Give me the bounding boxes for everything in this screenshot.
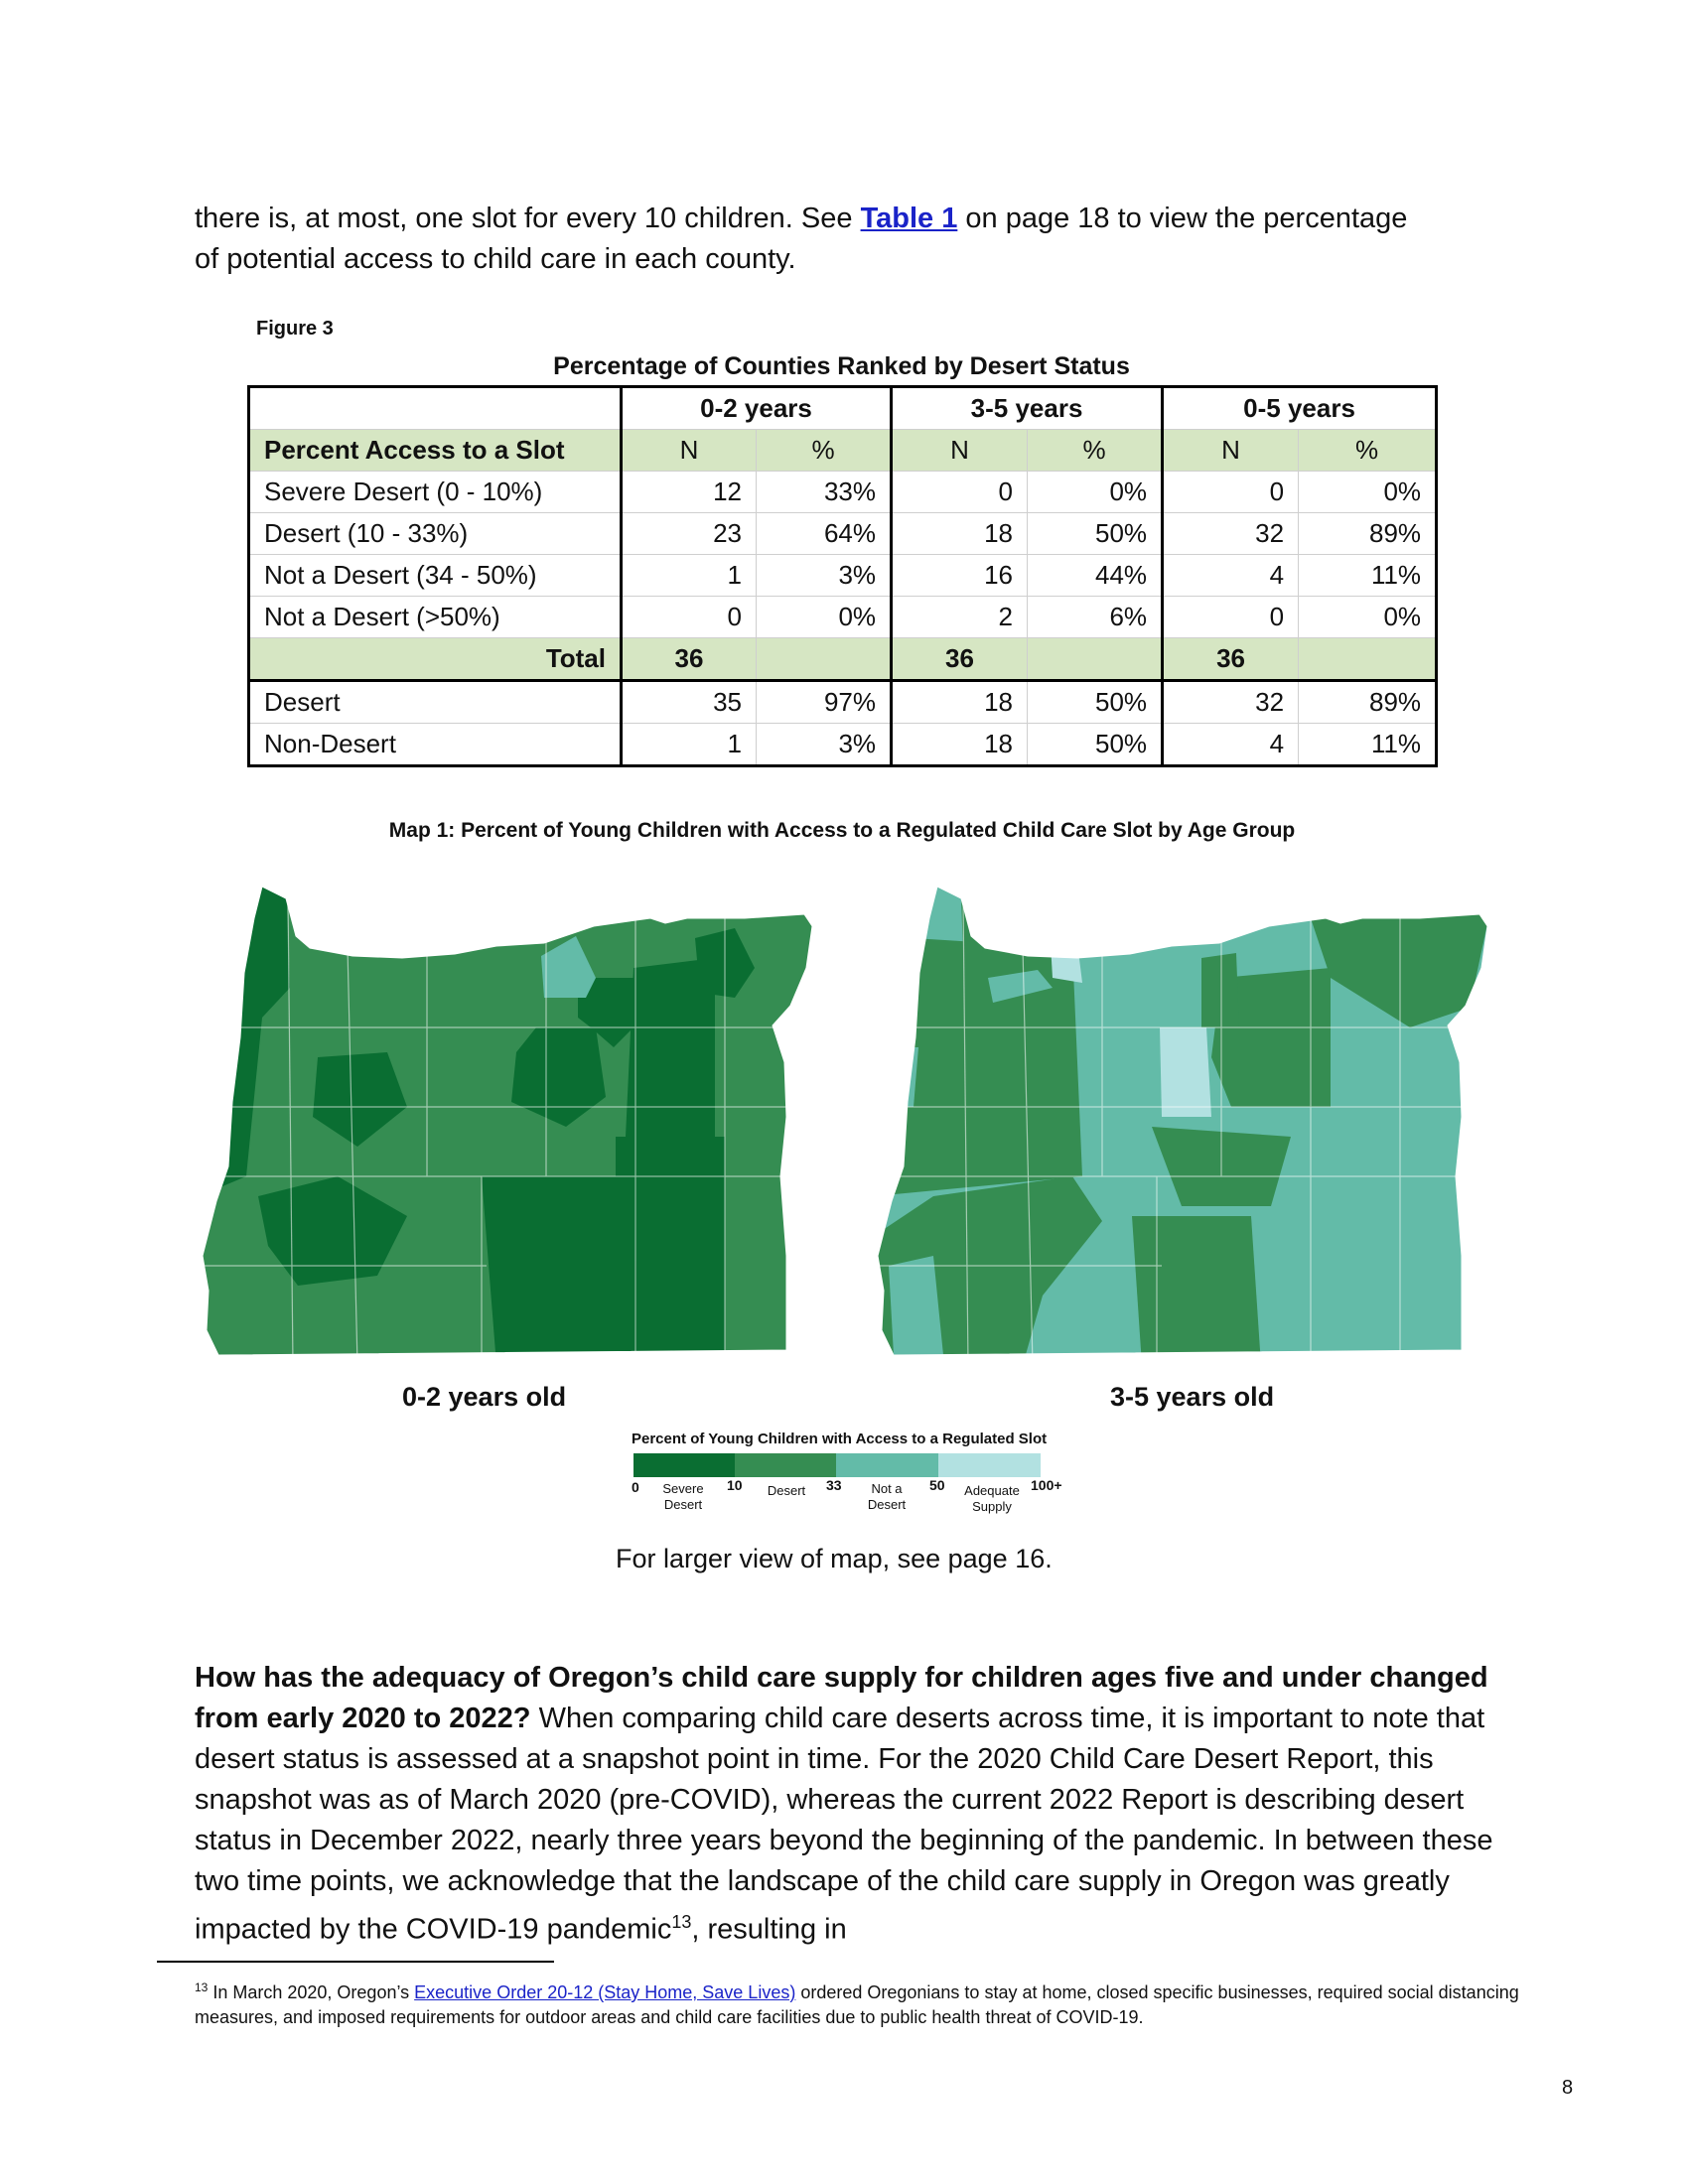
cell: 3%	[757, 555, 892, 597]
cell: 1	[622, 724, 757, 766]
table-row	[249, 472, 1437, 513]
body-tail: , resulting in	[691, 1913, 847, 1946]
legend-label: Adequate Supply	[964, 1483, 1020, 1514]
intro-paragraph	[195, 199, 1515, 280]
figure-label: Figure 3	[256, 318, 334, 340]
body-paragraph	[195, 1658, 1520, 1951]
cell: 3%	[757, 724, 892, 766]
legend-tick: 10	[727, 1477, 743, 1493]
cell	[757, 638, 892, 681]
county-severe	[482, 1176, 616, 1365]
col-n: N	[622, 430, 757, 472]
intro-line-2: of potential access to child care in each county.	[195, 243, 796, 275]
legend-title: Percent of Young Children with Access to a Regulated Slot	[632, 1431, 1048, 1447]
footnote-number: 13	[195, 1980, 209, 1994]
row-label: Non-Desert	[249, 724, 622, 766]
cell: 44%	[1028, 555, 1163, 597]
cell: 0%	[1299, 472, 1437, 513]
cell: 11%	[1299, 555, 1437, 597]
cell: 0	[1163, 472, 1299, 513]
cell: 0%	[1028, 472, 1163, 513]
cell: 18	[892, 681, 1028, 724]
cell	[1028, 638, 1163, 681]
cell: 11%	[1299, 724, 1437, 766]
col-pct: %	[1299, 430, 1437, 472]
age-group-header: 0-2 years	[622, 387, 892, 430]
row-label: Not a Desert (34 - 50%)	[249, 555, 622, 597]
summary-row	[249, 681, 1437, 724]
footnote-separator	[157, 1961, 554, 1963]
county-desert	[1201, 953, 1239, 1027]
col-n: N	[1163, 430, 1299, 472]
body-question: How has the adequacy of Oregon’s child care supply for children ages five and under changed from early 2020 to 2022?	[195, 1662, 1488, 1734]
desert-status-table	[247, 385, 1438, 767]
table-row	[249, 555, 1437, 597]
map-note: For larger view of map, see page 16.	[616, 1544, 1053, 1573]
county-desert	[1132, 1216, 1261, 1365]
executive-order-link[interactable]: Executive Order 20-12 (Stay Home, Save Lives)	[414, 1982, 796, 2002]
col-pct: %	[757, 430, 892, 472]
col-pct: %	[1028, 430, 1163, 472]
age-group-header: 0-5 years	[1163, 387, 1437, 430]
county-adequate	[1160, 1027, 1211, 1117]
intro-line-1: there is, at most, one slot for every 10 children. See Table 1 on page 18 to view the percentage	[195, 203, 1408, 234]
age-group-header-row	[249, 387, 1437, 430]
legend-tick: 33	[826, 1477, 842, 1493]
map-caption-0-2: 0-2 years old	[402, 1382, 567, 1412]
cell	[1299, 638, 1437, 681]
footnote-text: In March 2020, Oregon’s	[208, 1982, 415, 2002]
footnote	[195, 1976, 1525, 2030]
cell: 89%	[1299, 513, 1437, 555]
table-title: Percentage of Counties Ranked by Desert Status	[553, 352, 1130, 380]
county-adequate	[1051, 943, 1082, 983]
cell: 50%	[1028, 724, 1163, 766]
cell: 36	[1163, 638, 1299, 681]
cell: 32	[1163, 513, 1299, 555]
table-row	[249, 513, 1437, 555]
cell: 4	[1163, 724, 1299, 766]
cell: 32	[1163, 681, 1299, 724]
legend-label: Not a Desert	[867, 1481, 907, 1512]
legend-tick: 0	[632, 1479, 639, 1495]
row-label: Desert	[249, 681, 622, 724]
cell: 0%	[757, 597, 892, 638]
cell: 0	[892, 472, 1028, 513]
legend-tick: 50	[929, 1477, 945, 1493]
table-1-link[interactable]: Table 1	[860, 203, 958, 234]
total-row	[249, 638, 1437, 681]
county-severe	[616, 1137, 725, 1365]
summary-row	[249, 724, 1437, 766]
cell: 0	[1163, 597, 1299, 638]
legend-bar	[633, 1453, 1041, 1477]
cell: 36	[892, 638, 1028, 681]
legend-swatch-severe	[633, 1453, 735, 1477]
legend-label: Severe Desert	[662, 1481, 704, 1512]
cell: 16	[892, 555, 1028, 597]
cell: 23	[622, 513, 757, 555]
cell: 2	[892, 597, 1028, 638]
county-desert	[874, 938, 1082, 1196]
legend-swatch-desert	[735, 1453, 836, 1477]
cell: 36	[622, 638, 757, 681]
oregon-map-0-2	[199, 879, 834, 1365]
cell: 89%	[1299, 681, 1437, 724]
cell: 64%	[757, 513, 892, 555]
cell: 97%	[757, 681, 892, 724]
row-label: Desert (10 - 33%)	[249, 513, 622, 555]
map-caption-3-5: 3-5 years old	[1110, 1382, 1275, 1412]
cell: 6%	[1028, 597, 1163, 638]
col-n: N	[892, 430, 1028, 472]
county-desert	[961, 898, 983, 953]
cell: 1	[622, 555, 757, 597]
row-label: Not a Desert (>50%)	[249, 597, 622, 638]
cell: 50%	[1028, 681, 1163, 724]
row-label: Severe Desert (0 - 10%)	[249, 472, 622, 513]
legend-tick: 100+	[1031, 1477, 1062, 1493]
cell: 12	[622, 472, 757, 513]
cell: 18	[892, 513, 1028, 555]
legend-swatch-adequate	[938, 1453, 1041, 1477]
cell: 33%	[757, 472, 892, 513]
oregon-map-3-5	[874, 879, 1509, 1365]
legend-swatch-not-desert	[836, 1453, 938, 1477]
cell: 0%	[1299, 597, 1437, 638]
age-group-header: 3-5 years	[892, 387, 1163, 430]
cell: 50%	[1028, 513, 1163, 555]
cell: 18	[892, 724, 1028, 766]
body-text: When comparing child care deserts across time, it is important to note that desert status is assessed at a snapshot point in time. For the 2020 Child Care Desert Report, this snapshot was as of March 2020 (pre-COVID), whereas the current 2022 Report is describing desert status in December 2022, nearly three years beyond the beginning of the pandemic. In between these two time points, we acknowledge that the landscape of the child care supply in Oregon was greatly impacted by the COVID-19 pandemic	[195, 1703, 1493, 1946]
column-header-row	[249, 430, 1437, 472]
footnote-text: ordered Oregonians to stay at home, closed specific businesses, required social distancing measures, and imposed requirements for outdoor areas and child care facilities due to public health threat of COVID-19.	[195, 1982, 1519, 2027]
row-header-label: Percent Access to a Slot	[249, 430, 622, 472]
table-row	[249, 597, 1437, 638]
cell: 0	[622, 597, 757, 638]
cell: 4	[1163, 555, 1299, 597]
total-label: Total	[249, 638, 622, 681]
cell: 35	[622, 681, 757, 724]
map-title: Map 1: Percent of Young Children with Access to a Regulated Child Care Slot by Age Group	[388, 819, 1296, 842]
footnote-ref[interactable]: 13	[671, 1912, 692, 1932]
blank-header-cell	[249, 387, 622, 430]
legend-label: Desert	[767, 1483, 806, 1498]
page-number: 8	[1562, 2077, 1574, 2099]
